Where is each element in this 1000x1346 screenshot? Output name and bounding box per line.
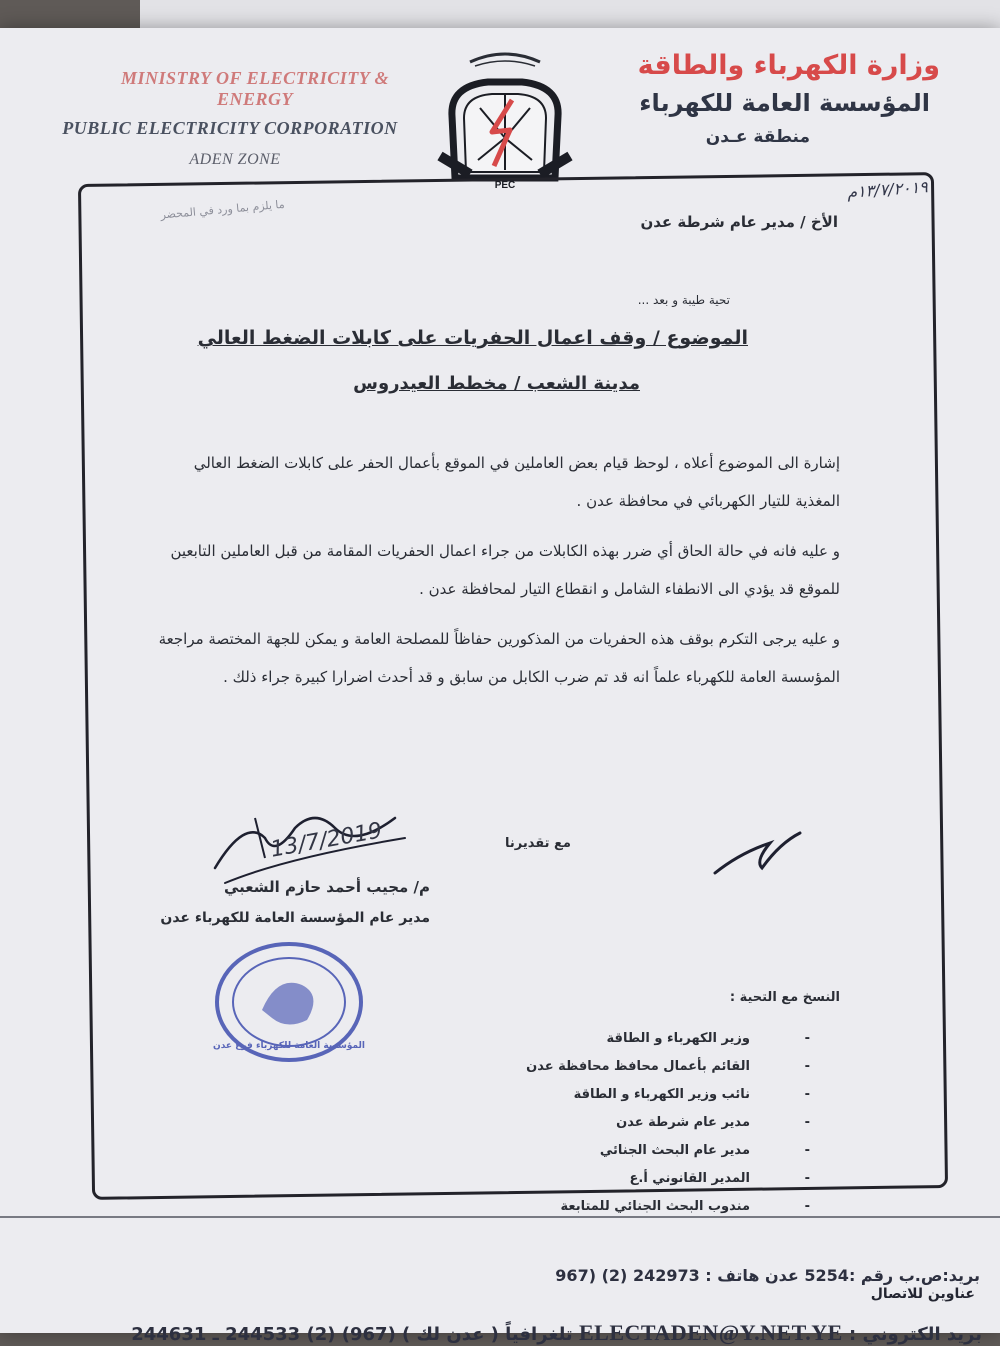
footer-email-label: بريد الكتروني : <box>849 1324 982 1345</box>
signer-block <box>130 878 430 926</box>
addressee: الأخ / مدير عام شرطة عدن <box>640 213 838 231</box>
stamp-text: المؤسسة العامة للكهرباء فرع عدن <box>213 1041 365 1051</box>
zone-name-ar: منطقة عـدن <box>705 127 810 147</box>
letter-sheet <box>0 28 1000 1345</box>
logo-initials: PEC <box>494 180 516 191</box>
signature-mark-right <box>700 813 810 893</box>
footer-email[interactable]: ELECTADEN@Y.NET.YE <box>578 1320 843 1345</box>
footer-contact-label: عناوين للاتصال <box>870 1286 975 1302</box>
handwritten-reference: ١٣/٧/٢٠١٩م <box>846 177 929 202</box>
footer-telegram: تلغرافياً ( عدن لك ) (967) (2) 244533 ـ 244631 <box>131 1324 573 1345</box>
footer-separator <box>0 1216 1000 1218</box>
corporation-name-en: PUBLIC ELECTRICITY CORPORATION <box>62 118 398 138</box>
official-stamp <box>212 940 367 1065</box>
copy-recipient: - نائب وزير الكهرباء و الطاقة <box>410 1081 770 1109</box>
zone-name-en: ADEN ZONE <box>189 151 281 168</box>
paragraph: و عليه يرجى التكرم بوقف هذه الحفريات من المذكورين حفاظاً للمصلحة العامة و يمكن للجهة المختصة مراجعة المؤسسة العامة للكهرباء علماً انه قد تم ضرب الكابل من سابق و قد أحدث اضرارا كبيرة جراء ذلك . <box>158 630 840 686</box>
letterhead-english <box>40 68 400 169</box>
paragraphs <box>150 444 840 696</box>
copies-list <box>410 1025 770 1221</box>
greeting: تحية طيبة و بعد ... <box>637 293 730 307</box>
signature-date: 13/7/2019 <box>268 818 385 863</box>
copy-recipient: - مدير عام شرطة عدن <box>410 1109 770 1137</box>
paragraph: إشارة الى الموضوع أعلاه ، لوحظ قيام بعض العاملين في الموقع بأعمال الحفر على كابلات الضغط العالي المغذية للتيار الكهربائي في محافظة عدن . <box>193 454 840 510</box>
copy-recipient: - مندوب البحث الجنائي للمتابعة <box>410 1193 770 1221</box>
corporation-name-ar: المؤسسة العامة للكهرباء <box>639 89 930 117</box>
ministry-name-en: MINISTRY OF ELECTRICITY & ENERGY <box>120 68 390 109</box>
copy-recipient: - مدير عام البحث الجنائي <box>410 1137 770 1165</box>
signer-title: مدير عام المؤسسة العامة للكهرباء عدن <box>160 910 430 926</box>
closing-phrase: مع تقديرنا <box>505 836 571 851</box>
ministry-name-ar: وزارة الكهرباء والطاقة <box>637 50 940 81</box>
footer-postal: بريد:ص.ب رقم :5254 عدن هاتف : 242973 (2) (967 <box>555 1266 980 1285</box>
copy-recipient: - المدير القانوني أ.ع <box>410 1165 770 1193</box>
subject-location: مدينة الشعب / مخطط العيدروس <box>353 373 640 394</box>
copy-recipient: - وزير الكهرباء و الطاقة <box>410 1025 770 1053</box>
footer-email-line <box>131 1320 982 1346</box>
letterhead-arabic <box>540 50 940 147</box>
copies-section <box>410 990 840 1221</box>
letter-page <box>0 28 1000 1345</box>
copy-recipient: - القائم بأعمال محافظ محافظة عدن <box>410 1053 770 1081</box>
subject-line: الموضوع / وقف اعمال الحفريات على كابلات الضغط العالي <box>197 327 748 349</box>
handwritten-note: ما يلزم بما ورد في المحضر <box>159 197 286 222</box>
signer-name: م/ مجيب أحمد حازم الشعبي <box>223 878 430 896</box>
copies-title: النسخ مع التحية : <box>729 990 840 1005</box>
letter-body <box>150 213 840 708</box>
paragraph: و عليه فانه في حالة الحاق أي ضرر بهذه الكابلات من جراء اعمال الحفريات المقامة من قبل العاملين التابعين للموقع قد يؤدي الى الانطفاء الشامل و انقطاع التيار لمحافظة عدن . <box>170 542 840 598</box>
